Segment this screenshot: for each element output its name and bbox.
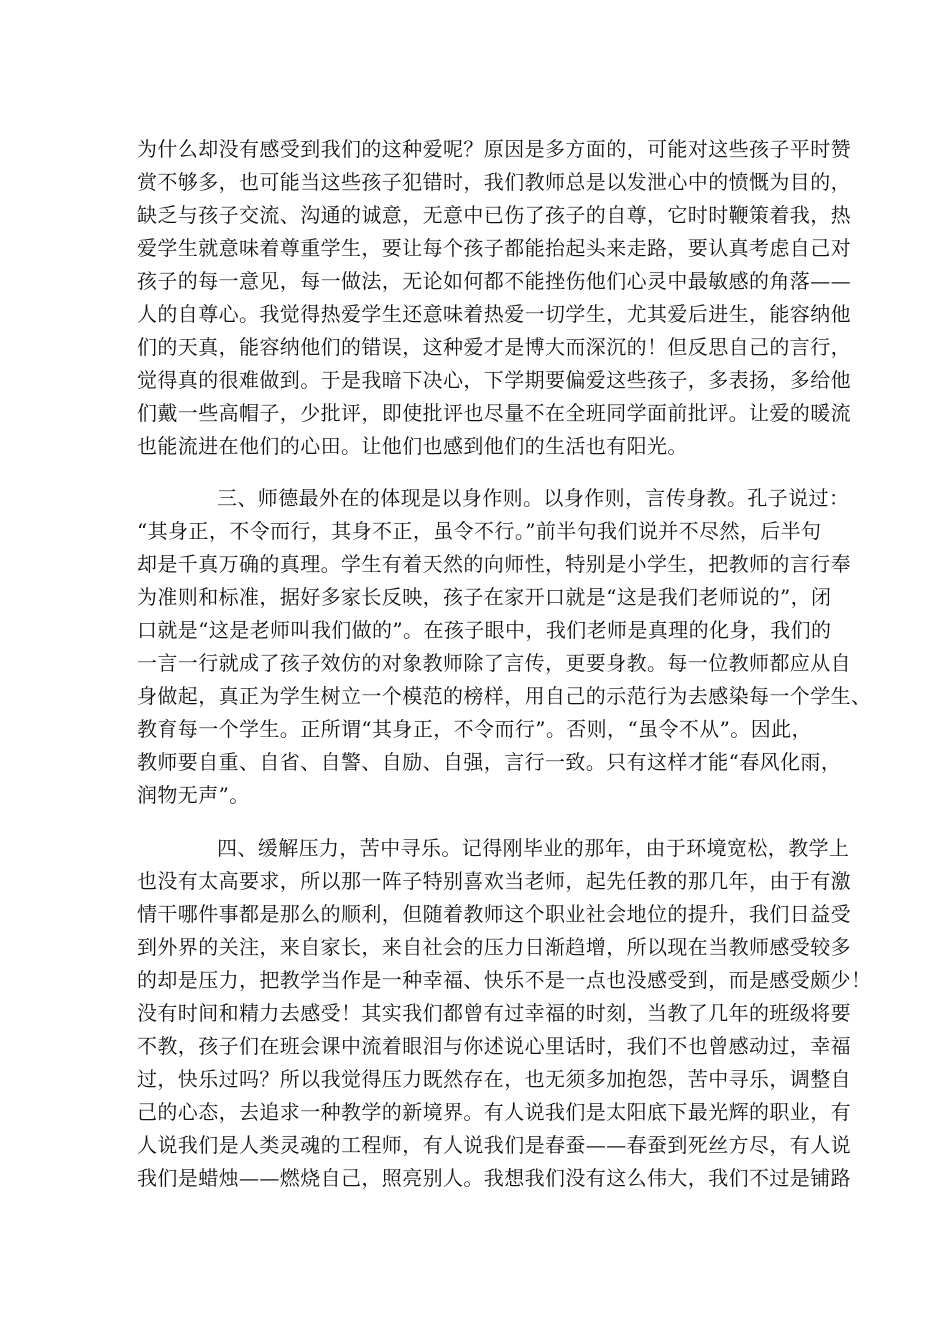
paragraph-love-students (137, 133, 851, 463)
text-line: 孩子的每一意见，每一做法，无论如何都不能挫伤他们心灵中最敏感的角落—— (137, 269, 851, 293)
text-line: 过，快乐过吗？所以我觉得压力既然存在，也无须多加抱怨，苦中寻乐，调整自 (137, 1067, 851, 1091)
text-line: 们戴一些高帽子，少批评，即使批评也尽量不在全班同学面前批评。让爱的暖流 (137, 401, 851, 425)
paragraph-lead-by-example (137, 482, 872, 812)
text-line: 觉得真的很难做到。于是我暗下决心，下学期要偏爱这些孩子，多表扬，多给他 (137, 368, 851, 392)
text-line: 爱学生就意味着尊重学生，要让每个孩子都能抬起头来走路，要认真考虑自己对 (137, 236, 851, 260)
text-line: 也没有太高要求，所以那一阵子特别喜欢当老师，起先任教的那几年，由于有激 (137, 869, 851, 893)
text-line: 己的心态，去追求一种教学的新境界。有人说我们是太阳底下最光辉的职业，有 (137, 1100, 851, 1124)
text-line: 人的自尊心。我觉得热爱学生还意味着热爱一切学生，尤其爱后进生，能容纳他 (137, 302, 851, 326)
text-line: “其身正，不令而行，其身不正，虽令不行。”前半句我们说并不尽然，后半句 (137, 519, 822, 543)
text-line: 我们是蜡烛——燃烧自己，照亮别人。我想我们没有这么伟大，我们不过是铺路 (137, 1166, 851, 1190)
text-line: 情干哪件事都是那么的顺利，但随着教师这个职业社会地位的提升，我们日益受 (137, 902, 851, 926)
text-line: 却是千真万确的真理。学生有着天然的向师性，特别是小学生，把教师的言行奉 (137, 552, 851, 576)
text-line: 人说我们是人类灵魂的工程师，有人说我们是春蚕——春蚕到死丝方尽，有人说 (137, 1133, 851, 1157)
text-line: 没有时间和精力去感受！其实我们都曾有过幸福的时刻，当教了几年的班级将要 (137, 1001, 851, 1025)
text-line: 为什么却没有感受到我们的这种爱呢？原因是多方面的，可能对这些孩子平时赞 (137, 137, 851, 161)
text-line: 口就是“这是老师叫我们做的”。在孩子眼中，我们老师是真理的化身，我们的 (137, 618, 832, 642)
text-line: 一言一行就成了孩子效仿的对象教师除了言传，更要身教。每一位教师都应从自 (137, 651, 851, 675)
text-line: 身做起，真正为学生树立一个模范的榜样，用自己的示范行为去感染每一个学生、 (137, 684, 872, 708)
text-line: 到外界的关注，来自家长，来自社会的压力日渐趋增，所以现在当教师感受较多 (137, 935, 851, 959)
text-line: 三、师德最外在的体现是以身作则。以身作则，言传身教。孔子说过： (217, 486, 850, 510)
text-line: 教育每一个学生。正所谓“其身正，不令而行”。否则，“虽令不从”。因此， (137, 717, 812, 741)
text-line: 赏不够多，也可能当这些孩子犯错时，我们教师总是以发泄心中的愤慨为目的， (137, 170, 851, 194)
text-line: 润物无声”。 (137, 783, 250, 807)
text-line: 的却是压力，把教学当作是一种幸福、快乐不是一点也没感受到，而是感受颇少！ (137, 968, 872, 992)
text-line: 们的天真，能容纳他们的错误，这种爱才是博大而深沉的！但反思自己的言行， (137, 335, 851, 359)
text-line: 教师要自重、自省、自警、自励、自强，言行一致。只有这样才能“春风化雨， (137, 750, 842, 774)
text-line: 不教，孩子们在班会课中流着眼泪与你述说心里话时，我们不也曾感动过，幸福 (137, 1034, 851, 1058)
text-line: 也能流进在他们的心田。让他们也感到他们的生活也有阳光。 (137, 434, 688, 458)
text-line: 缺乏与孩子交流、沟通的诚意，无意中已伤了孩子的自尊，它时时鞭策着我，热 (137, 203, 851, 227)
paragraph-relieve-pressure (137, 832, 872, 1195)
text-line: 为准则和标准，据好多家长反映，孩子在家开口就是“这是我们老师说的”，闭 (137, 585, 832, 609)
text-line: 四、缓解压力，苦中寻乐。记得刚毕业的那年，由于环境宽松，教学上 (217, 836, 850, 860)
